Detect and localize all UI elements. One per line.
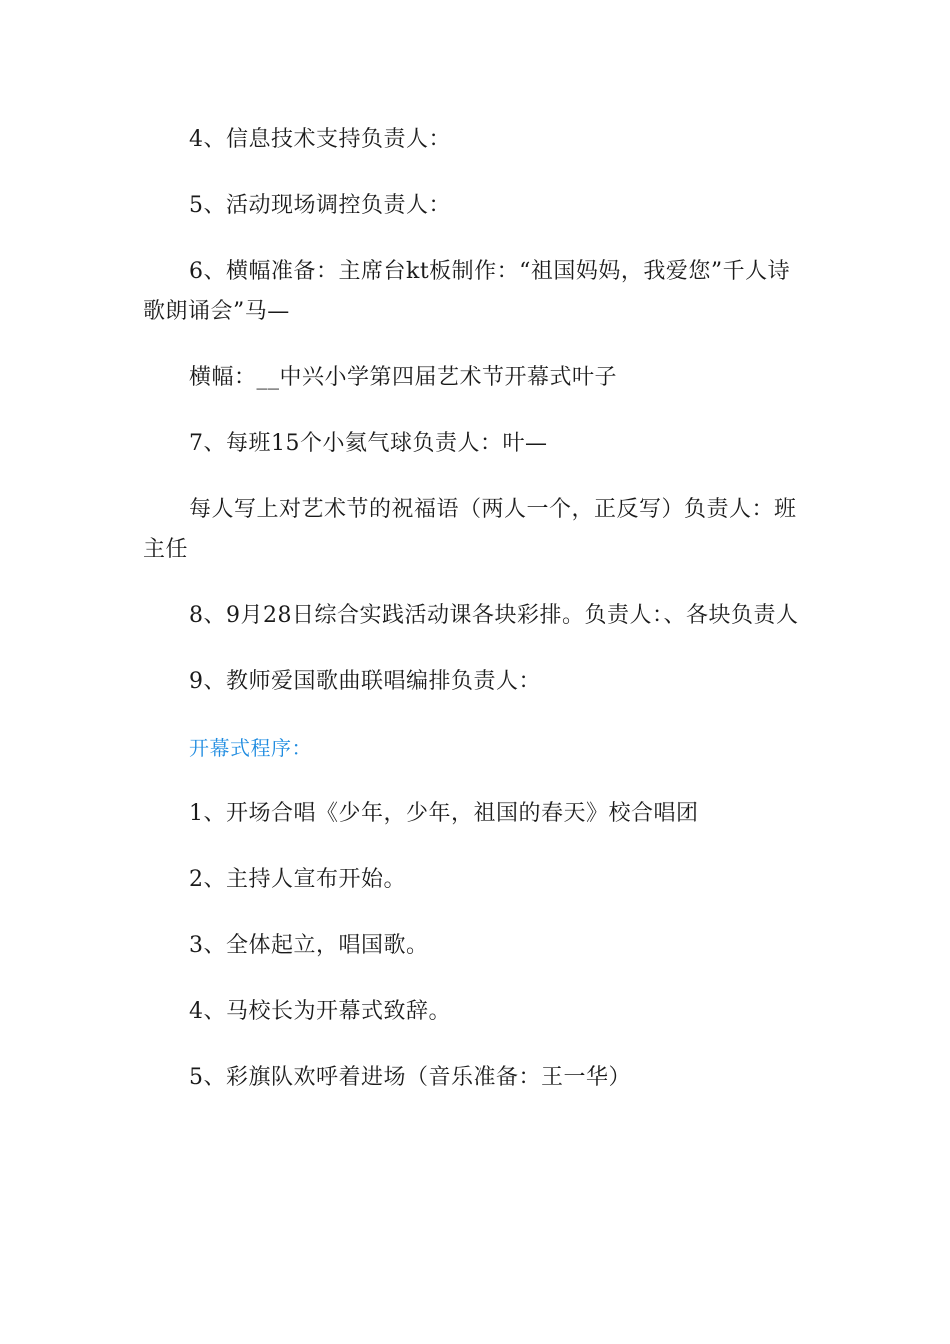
paragraph-item-9: 9、教师爱国歌曲联唱编排负责人： xyxy=(189,669,541,694)
paragraph-item-7: 7、每班15个小氦气球负责人：叶— xyxy=(189,431,548,456)
section-heading: 开幕式程序： xyxy=(189,736,312,760)
paragraph-item-6: 6、横幅准备：主席台kt板制作：“祖国妈妈，我爱您”千人诗歌朗诵会”马— xyxy=(143,259,791,324)
paragraph-item-4: 4、信息技术支持负责人： xyxy=(189,127,451,152)
program-item-1: 1、开场合唱《少年，少年，祖国的春天》校合唱团 xyxy=(189,801,699,826)
paragraph-item-5: 5、活动现场调控负责人： xyxy=(189,193,451,218)
program-item-2: 2、主持人宣布开始。 xyxy=(189,867,406,892)
program-item-5: 5、彩旗队欢呼着进场（音乐准备：王一华） xyxy=(189,1065,631,1090)
program-item-3: 3、全体起立，唱国歌。 xyxy=(189,933,429,958)
paragraph-blessing: 每人写上对艺术节的祝福语（两人一个，正反写）负责人：班主任 xyxy=(143,497,797,562)
paragraph-banner: 横幅：__中兴小学第四届艺术节开幕式叶子 xyxy=(189,365,618,390)
document-body xyxy=(143,120,808,1124)
paragraph-item-8: 8、9月28日综合实践活动课各块彩排。负责人：、各块负责人 xyxy=(189,603,799,628)
program-item-4: 4、马校长为开幕式致辞。 xyxy=(189,999,451,1024)
